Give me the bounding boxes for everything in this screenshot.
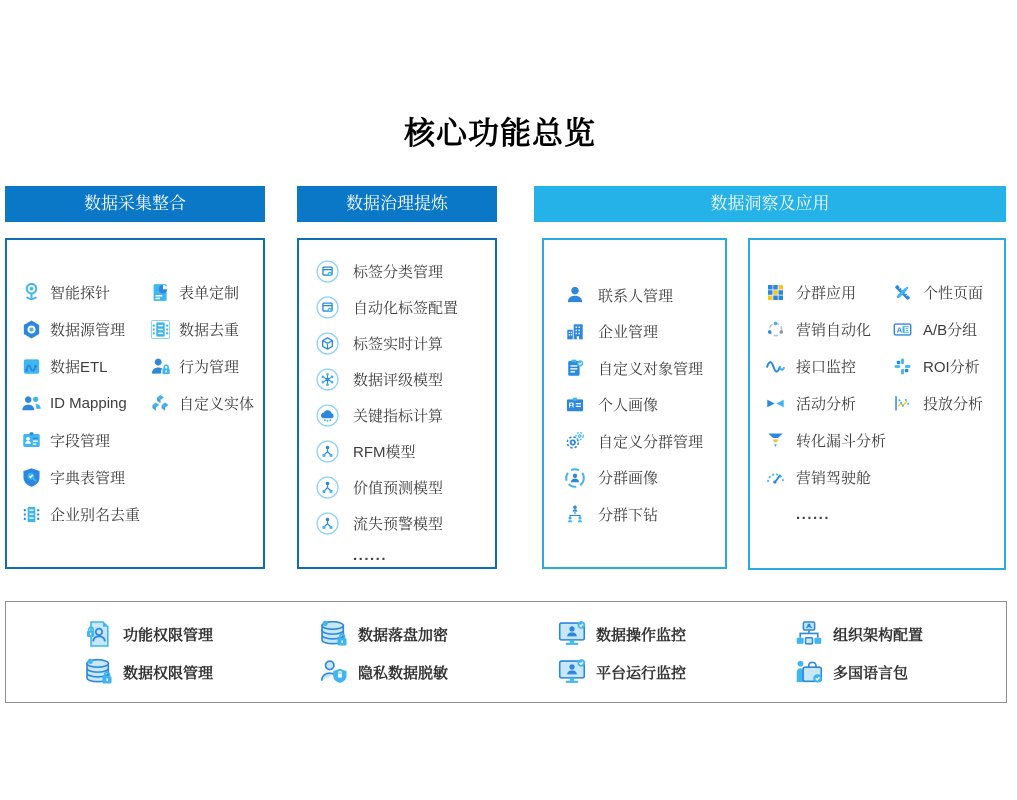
feature-row (20, 459, 263, 496)
form-doc-pie-icon (149, 281, 172, 304)
feature-label: 自定义对象管理 (598, 360, 704, 378)
feature-item (564, 284, 673, 306)
security-feature-group (793, 615, 923, 691)
feature-label: 隐私数据脱敏 (358, 664, 449, 682)
feature-row (20, 311, 263, 348)
feature-item (315, 475, 443, 500)
feature-item (149, 392, 254, 415)
feature-row (318, 615, 448, 653)
gears-icon (564, 430, 586, 452)
id-card-icon (20, 429, 43, 452)
insight-objects-panel (542, 238, 727, 569)
marketing-loop-icon (765, 319, 786, 340)
feature-item (765, 319, 892, 340)
feature-label: RFM模型 (353, 443, 416, 461)
security-feature-group (318, 615, 448, 691)
person-lock-icon (149, 355, 172, 378)
badge-card-icon (564, 394, 586, 416)
probe-pin-icon (20, 281, 43, 304)
feature-item (892, 393, 983, 414)
feature-label: 分群下钻 (598, 506, 659, 524)
feature-item (564, 430, 703, 452)
language-pack-icon (793, 656, 825, 688)
feature-item (20, 392, 149, 415)
feature-row (315, 253, 495, 289)
roi-bars-icon (892, 356, 913, 377)
feature-row (556, 653, 686, 691)
feature-label: 营销自动化 (796, 322, 872, 339)
feature-row (315, 289, 495, 325)
feature-row (765, 274, 1004, 311)
feature-row (564, 460, 725, 497)
feature-label: 字典表管理 (50, 470, 126, 487)
feature-row (765, 496, 1004, 533)
data-collection-panel (5, 238, 265, 569)
feature-item (318, 618, 448, 650)
ab-test-icon (892, 319, 913, 340)
db-lock-icon (318, 618, 350, 650)
feature-row (315, 397, 495, 433)
feature-item (318, 656, 448, 688)
feature-label: 数据评级模型 (353, 371, 444, 389)
cubes-icon (149, 392, 172, 415)
feature-label: 数据ETL (50, 359, 108, 376)
feature-item (20, 503, 149, 526)
gauge-icon (765, 467, 786, 488)
feature-label: 企业管理 (598, 324, 659, 342)
icon-spacer (315, 543, 340, 568)
monitor-check-icon (556, 656, 588, 688)
alias-dedupe-icon (20, 503, 43, 526)
feature-label: 表单定制 (179, 285, 240, 302)
security-feature-group (83, 615, 213, 691)
feature-row (765, 459, 1004, 496)
feature-item (315, 543, 387, 568)
feature-label: 数据去重 (179, 322, 240, 339)
feature-item (149, 281, 239, 304)
person-shield-icon (318, 656, 350, 688)
feature-row (564, 423, 725, 460)
feature-label: 标签实时计算 (353, 335, 444, 353)
funnel-icon (765, 430, 786, 451)
feature-item (315, 295, 458, 320)
feature-row (564, 387, 725, 424)
feature-item (20, 355, 149, 378)
shield-search-icon (20, 466, 43, 489)
feature-row (765, 422, 1004, 459)
feature-row (315, 361, 495, 397)
insight-apps-panel (748, 238, 1006, 570)
feature-row (315, 325, 495, 361)
feature-item (564, 357, 703, 379)
ring-network-icon (315, 367, 340, 392)
feature-label: 企业别名去重 (50, 507, 141, 524)
feature-item (315, 259, 443, 284)
feature-row (83, 653, 213, 691)
monitor-check-icon (556, 618, 588, 650)
scatter-chart-icon (892, 393, 913, 414)
more-ellipsis: ...... (353, 546, 388, 564)
feature-row (20, 496, 263, 533)
feature-item (315, 439, 416, 464)
feature-label: 数据权限管理 (123, 664, 214, 682)
feature-label: 转化漏斗分析 (796, 433, 887, 450)
org-config-icon (793, 618, 825, 650)
feature-row (793, 653, 923, 691)
feature-label: 分群画像 (598, 470, 659, 488)
ring-cloud-icon (315, 403, 340, 428)
feature-row (765, 348, 1004, 385)
feature-item (20, 429, 149, 452)
feature-row (318, 653, 448, 691)
feature-label: 个人画像 (598, 397, 659, 415)
feature-label: 分群应用 (796, 285, 857, 302)
feature-label: 营销驾驶舱 (796, 470, 872, 487)
feature-label: 接口监控 (796, 359, 857, 376)
clipboard-check-icon (564, 357, 586, 379)
feature-label: 自定义分群管理 (598, 433, 704, 451)
feature-row (20, 274, 263, 311)
feature-item (83, 656, 213, 688)
feature-item (149, 318, 239, 341)
feature-item (315, 403, 443, 428)
platform-security-panel (5, 601, 1007, 703)
feature-row (20, 385, 263, 422)
feature-item (315, 367, 443, 392)
feature-label: 数据落盘加密 (358, 626, 449, 644)
feature-item (564, 394, 658, 416)
feature-label: ID Mapping (50, 395, 127, 412)
feature-row (765, 385, 1004, 422)
feature-label: 数据操作监控 (596, 626, 687, 644)
feature-label: 智能探针 (50, 285, 111, 302)
feature-row (564, 314, 725, 351)
datasource-gear-icon (20, 318, 43, 341)
feature-item (564, 467, 658, 489)
svg-text:B: B (904, 325, 910, 335)
feature-row (564, 277, 725, 314)
feature-label: 自定义实体 (179, 396, 255, 413)
feature-label: 多国语言包 (833, 664, 909, 682)
circle-people-icon (564, 467, 586, 489)
etl-puzzle-icon (20, 355, 43, 378)
wave-icon (765, 356, 786, 377)
feature-label: 联系人管理 (598, 287, 674, 305)
people-icon (20, 392, 43, 415)
feature-row (83, 615, 213, 653)
feature-label: 个性页面 (923, 285, 984, 302)
svg-text:A: A (896, 325, 903, 335)
ring-tag-icon (315, 259, 340, 284)
section-header-data-governance: 数据治理提炼 (297, 186, 497, 222)
person-icon (564, 284, 586, 306)
icon-spacer (765, 504, 786, 525)
feature-item (20, 466, 149, 489)
feature-label: ROI分析 (923, 359, 980, 376)
building-icon (564, 321, 586, 343)
feature-label: 自动化标签配置 (353, 299, 459, 317)
feature-item (765, 467, 892, 488)
feature-item (765, 393, 892, 414)
feature-item (793, 618, 923, 650)
feature-row (315, 469, 495, 505)
feature-item (765, 356, 892, 377)
feature-item (765, 282, 892, 303)
feature-item (315, 511, 443, 536)
feature-row (20, 422, 263, 459)
feature-item (556, 656, 686, 688)
feature-item (20, 281, 149, 304)
feature-label: 行为管理 (179, 359, 240, 376)
org-people-icon (564, 503, 586, 525)
ring-branch-icon (315, 475, 340, 500)
feature-label: 关键指标计算 (353, 407, 444, 425)
feature-label: 标签分类管理 (353, 263, 444, 281)
feature-label: 流失预警模型 (353, 515, 444, 533)
feature-label: A/B分组 (923, 322, 978, 339)
grid9-icon (765, 282, 786, 303)
doc-person-lock-icon (83, 618, 115, 650)
ring-branch-icon (315, 439, 340, 464)
db-lock-icon (83, 656, 115, 688)
feature-item (892, 319, 977, 340)
ring-branch-icon (315, 511, 340, 536)
feature-label: 组织架构配置 (833, 626, 924, 644)
feature-row (793, 615, 923, 653)
feature-row (564, 350, 725, 387)
feature-item (564, 321, 658, 343)
feature-label: 功能权限管理 (123, 626, 214, 644)
feature-label: 平台运行监控 (596, 664, 687, 682)
more-ellipsis: ...... (796, 506, 831, 523)
data-governance-panel (297, 238, 497, 569)
feature-row (20, 348, 263, 385)
page-title: 核心功能总览 (404, 116, 596, 151)
feature-row (315, 433, 495, 469)
dedupe-table-icon (149, 318, 172, 341)
ring-cube-icon (315, 331, 340, 356)
feature-label: 数据源管理 (50, 322, 126, 339)
feature-item (556, 618, 686, 650)
security-feature-group (556, 615, 686, 691)
feature-item (564, 503, 658, 525)
feature-item (892, 282, 983, 303)
bowtie-icon (765, 393, 786, 414)
feature-item (765, 430, 892, 451)
feature-item (315, 331, 443, 356)
feature-label: 价值预测模型 (353, 479, 444, 497)
section-header-data-collection: 数据采集整合 (5, 186, 265, 222)
feature-item (83, 618, 213, 650)
feature-label: 投放分析 (923, 396, 984, 413)
feature-item (20, 318, 149, 341)
feature-item (765, 504, 892, 525)
ring-tag-config-icon (315, 295, 340, 320)
feature-row (556, 615, 686, 653)
feature-row (765, 311, 1004, 348)
ruler-pen-icon (892, 282, 913, 303)
feature-label: 活动分析 (796, 396, 857, 413)
feature-item (793, 656, 908, 688)
section-header-data-insight: 数据洞察及应用 (534, 186, 1006, 222)
feature-row (315, 505, 495, 541)
feature-label: 字段管理 (50, 433, 111, 450)
feature-row (564, 496, 725, 533)
feature-item (892, 356, 980, 377)
feature-row (315, 541, 495, 569)
feature-item (149, 355, 239, 378)
